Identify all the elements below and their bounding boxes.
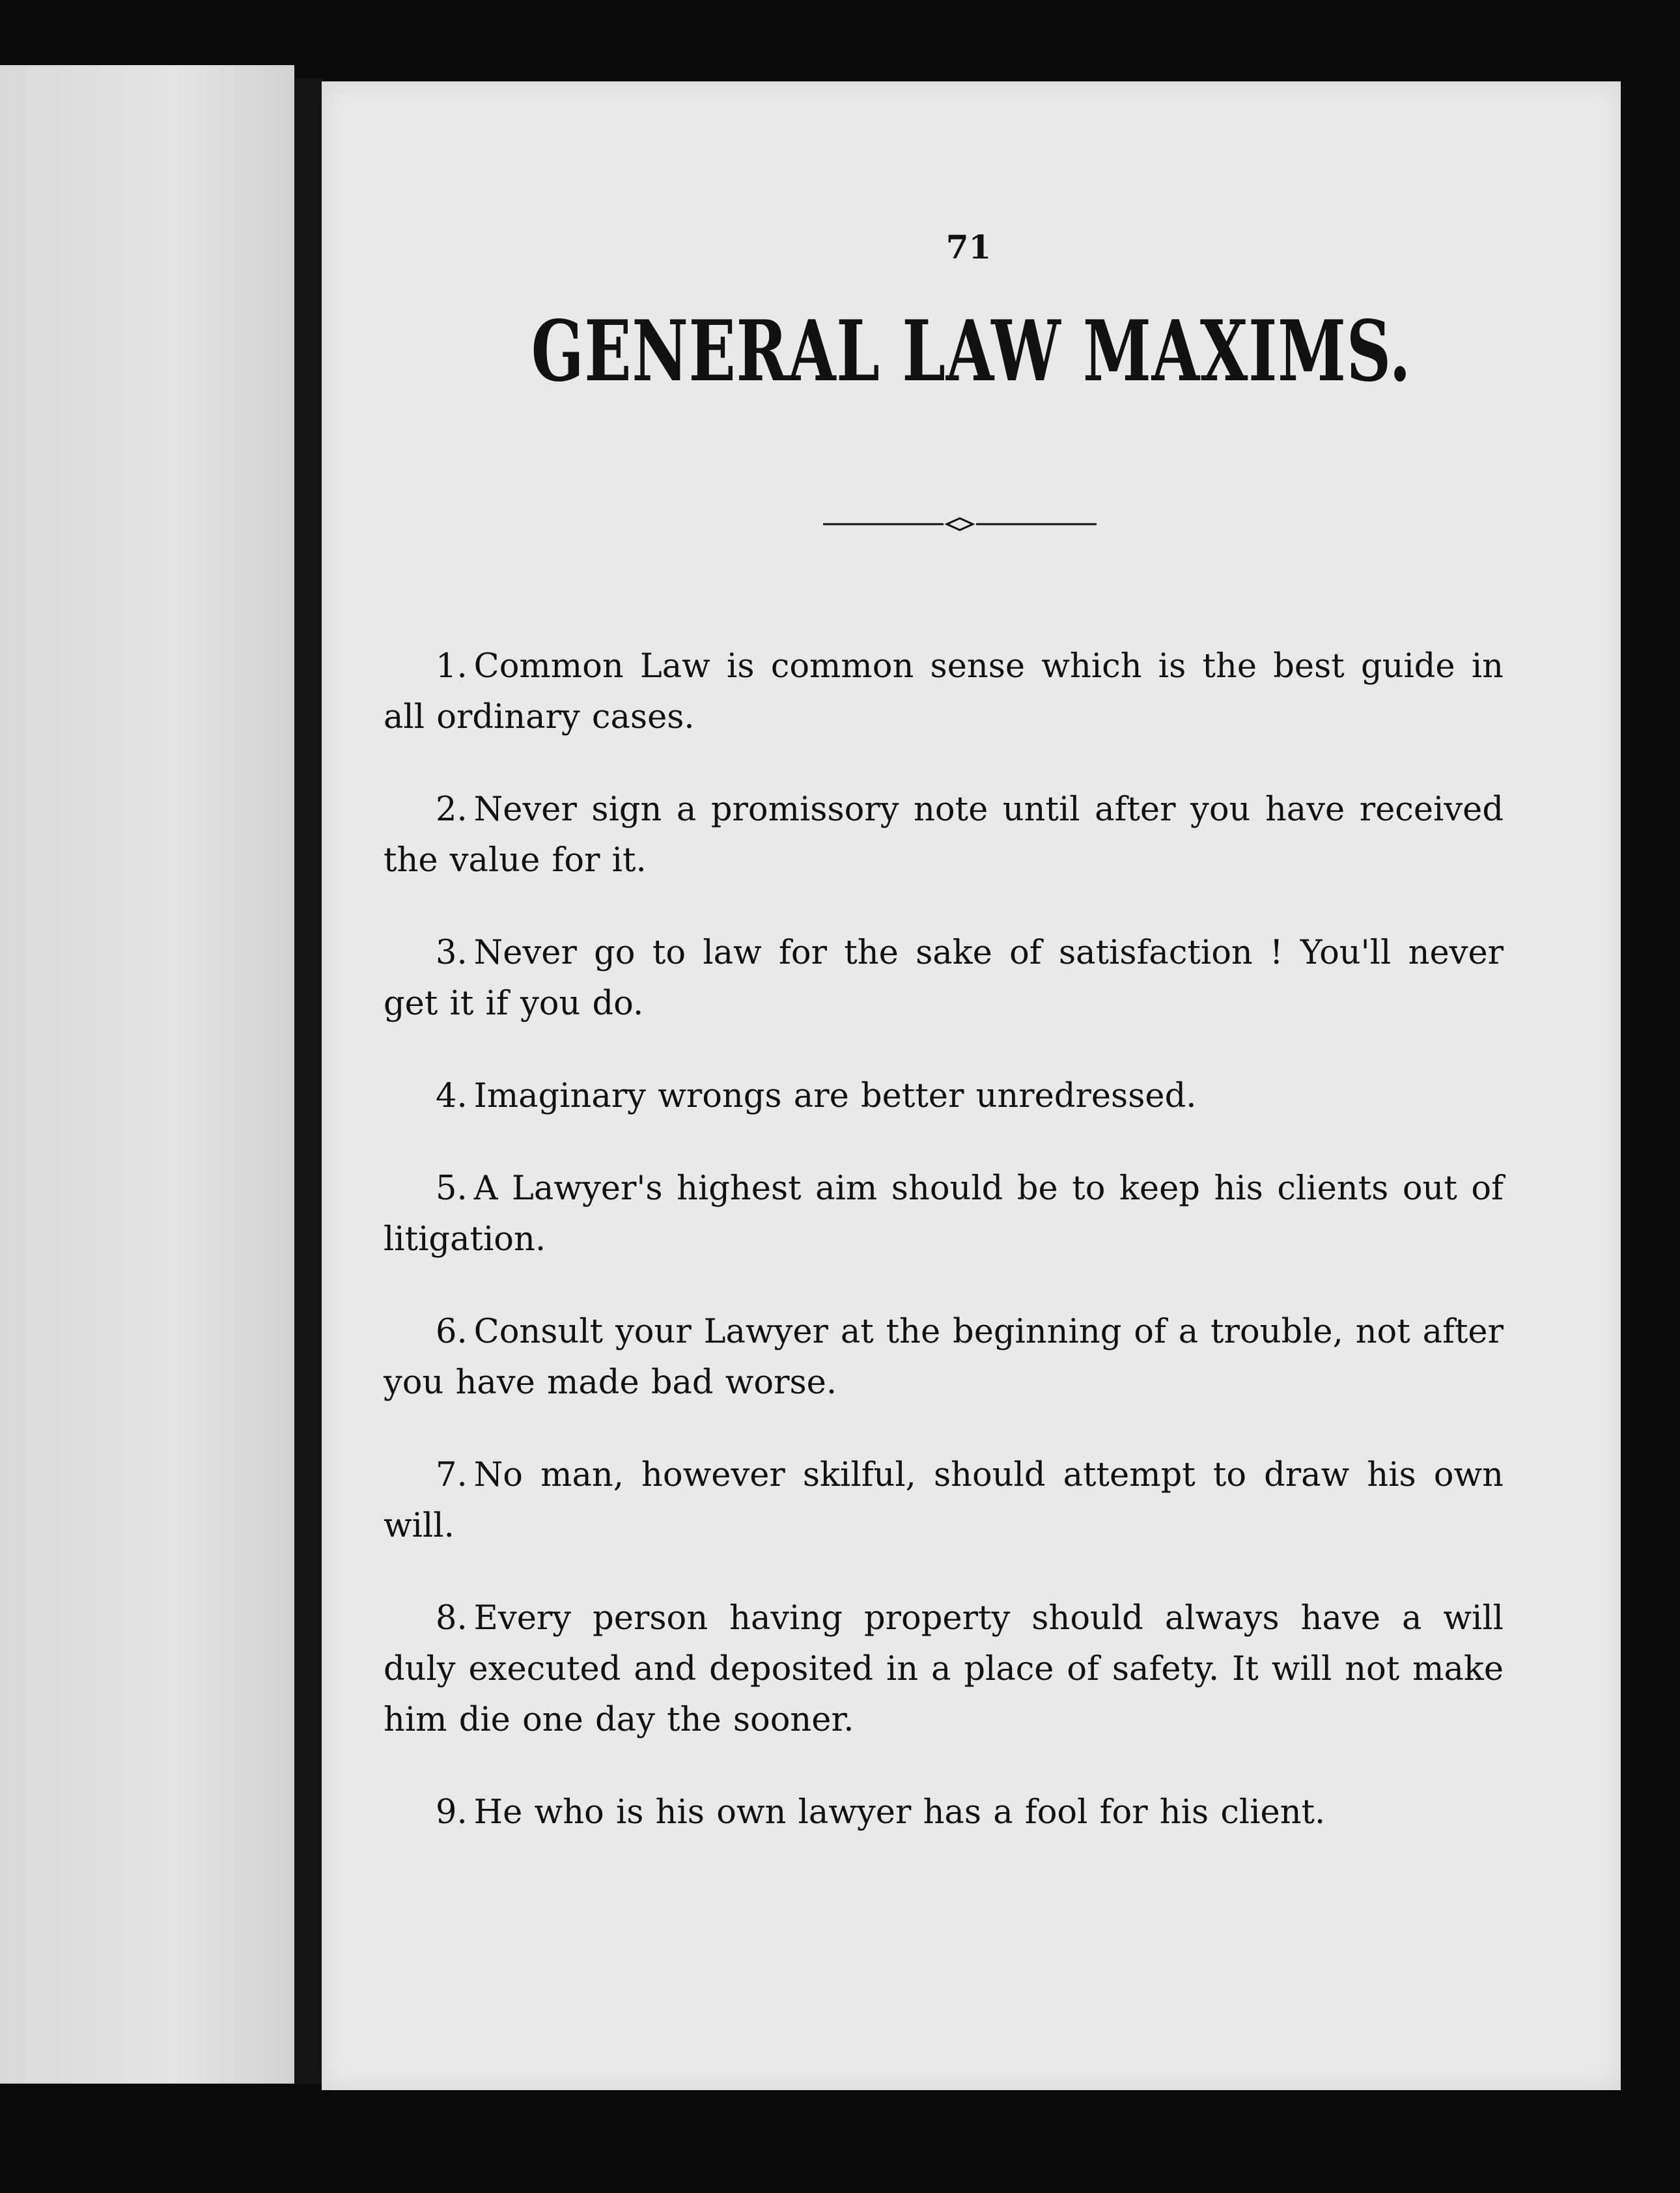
list-item	[384, 1787, 1504, 1838]
list-item	[384, 1071, 1504, 1122]
maxim-number: 2.	[436, 790, 468, 829]
maxim-number: 3.	[436, 934, 468, 972]
maxims-list	[384, 641, 1504, 1880]
list-item	[384, 1307, 1504, 1408]
maxim-text: Consult your Lawyer at the beginning of a trouble, not after you have made bad worse.	[384, 1313, 1504, 1402]
list-item	[384, 641, 1504, 743]
maxim-number: 4.	[436, 1077, 468, 1115]
maxim-text: Common Law is common sense which is the best guide in all ordinary cases.	[384, 647, 1504, 736]
maxim-text: No man, however skilful, should attempt to draw his own will.	[384, 1456, 1504, 1545]
maxim-number: 7.	[436, 1456, 468, 1494]
maxim-number: 9.	[436, 1793, 468, 1832]
ornament-divider-icon	[823, 511, 1097, 537]
maxim-number: 6.	[436, 1313, 468, 1351]
scan-border	[1621, 91, 1680, 2110]
list-item	[384, 928, 1504, 1029]
list-item	[384, 785, 1504, 886]
maxim-text: A Lawyer's highest aim should be to keep his clients out of litigation.	[384, 1169, 1504, 1259]
maxim-text: He who is his own lawyer has a fool for his client.	[473, 1793, 1326, 1832]
list-item	[384, 1593, 1504, 1746]
facing-page-edge	[0, 65, 294, 2084]
book-page	[322, 81, 1621, 2090]
book-gutter	[294, 78, 322, 2084]
maxim-number: 5.	[436, 1169, 468, 1208]
maxim-text: Every person having property should always have a will duly executed and deposited in a place of safety. It will not make him die one day the sooner.	[384, 1599, 1504, 1739]
maxim-text: Never go to law for the sake of satisfaction ! You'll never get it if you do.	[384, 934, 1504, 1023]
list-item	[384, 1450, 1504, 1552]
page-title: GENERAL LAW MAXIMS.	[531, 303, 1412, 400]
maxim-text: Never sign a promissory note until after you have received the value for it.	[384, 790, 1504, 880]
maxim-text: Imaginary wrongs are better unredressed.	[473, 1077, 1197, 1115]
list-item	[384, 1164, 1504, 1265]
page-number: 71	[945, 228, 992, 266]
maxim-number: 1.	[436, 647, 468, 686]
maxim-number: 8.	[436, 1599, 468, 1638]
